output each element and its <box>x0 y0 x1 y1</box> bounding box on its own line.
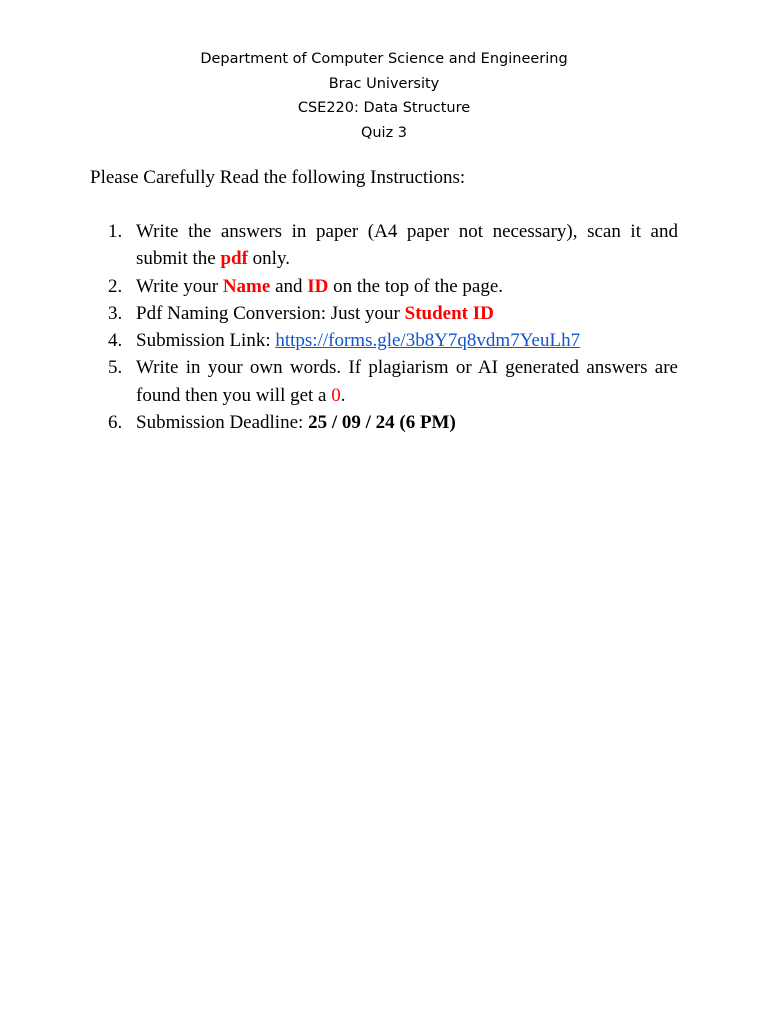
instruction-text: Submission Deadline: <box>136 412 309 434</box>
instruction-number: 4. <box>108 330 123 352</box>
instruction-item-5 <box>108 354 678 409</box>
instruction-item-3 <box>108 300 678 327</box>
instruction-number: 5. <box>108 357 123 379</box>
instruction-item-4 <box>108 327 678 354</box>
pdf-highlight: pdf <box>220 248 248 270</box>
instruction-text: . <box>340 384 346 406</box>
deadline-value: 25 / 09 / 24 (6 PM) <box>308 412 456 434</box>
id-highlight: ID <box>307 275 329 297</box>
instruction-number: 1. <box>108 221 123 242</box>
instructions-heading: Please Carefully Read the following Instructions: <box>90 167 466 188</box>
instruction-text: only. <box>247 248 290 270</box>
document-header <box>0 47 768 145</box>
department-name: Department of Computer Science and Engineering <box>200 51 568 67</box>
course-title: CSE220: Data Structure <box>297 100 471 116</box>
instruction-text: Write your <box>136 275 223 297</box>
instruction-item-2 <box>108 273 678 300</box>
instruction-text: Pdf Naming Conversion: Just your <box>136 302 405 324</box>
instruction-number: 3. <box>108 302 123 324</box>
university-name: Brac University <box>328 75 440 92</box>
instructions-list <box>108 218 678 436</box>
instruction-text: on the top of the page. <box>328 275 504 297</box>
instruction-text: and <box>270 275 308 297</box>
submission-link[interactable]: https://forms.gle/3b8Y7q8vdm7YeuLh7 <box>275 330 581 352</box>
name-highlight: Name <box>222 275 271 297</box>
instruction-text: Submission Link: <box>136 330 276 352</box>
instruction-text: Write the answers in paper (A4 paper not necessary), scan it and submit the <box>136 221 678 270</box>
instruction-item-1 <box>108 218 678 273</box>
instruction-text: Write in your own words. If plagiarism or AI generated answers are found then you will get a <box>136 357 678 406</box>
student-id-highlight: Student ID <box>404 302 494 324</box>
instruction-number: 2. <box>108 275 123 297</box>
instruction-item-6 <box>108 409 678 436</box>
zero-highlight: 0 <box>331 384 341 406</box>
instruction-number: 6. <box>108 412 123 434</box>
quiz-title: Quiz 3 <box>360 124 408 141</box>
